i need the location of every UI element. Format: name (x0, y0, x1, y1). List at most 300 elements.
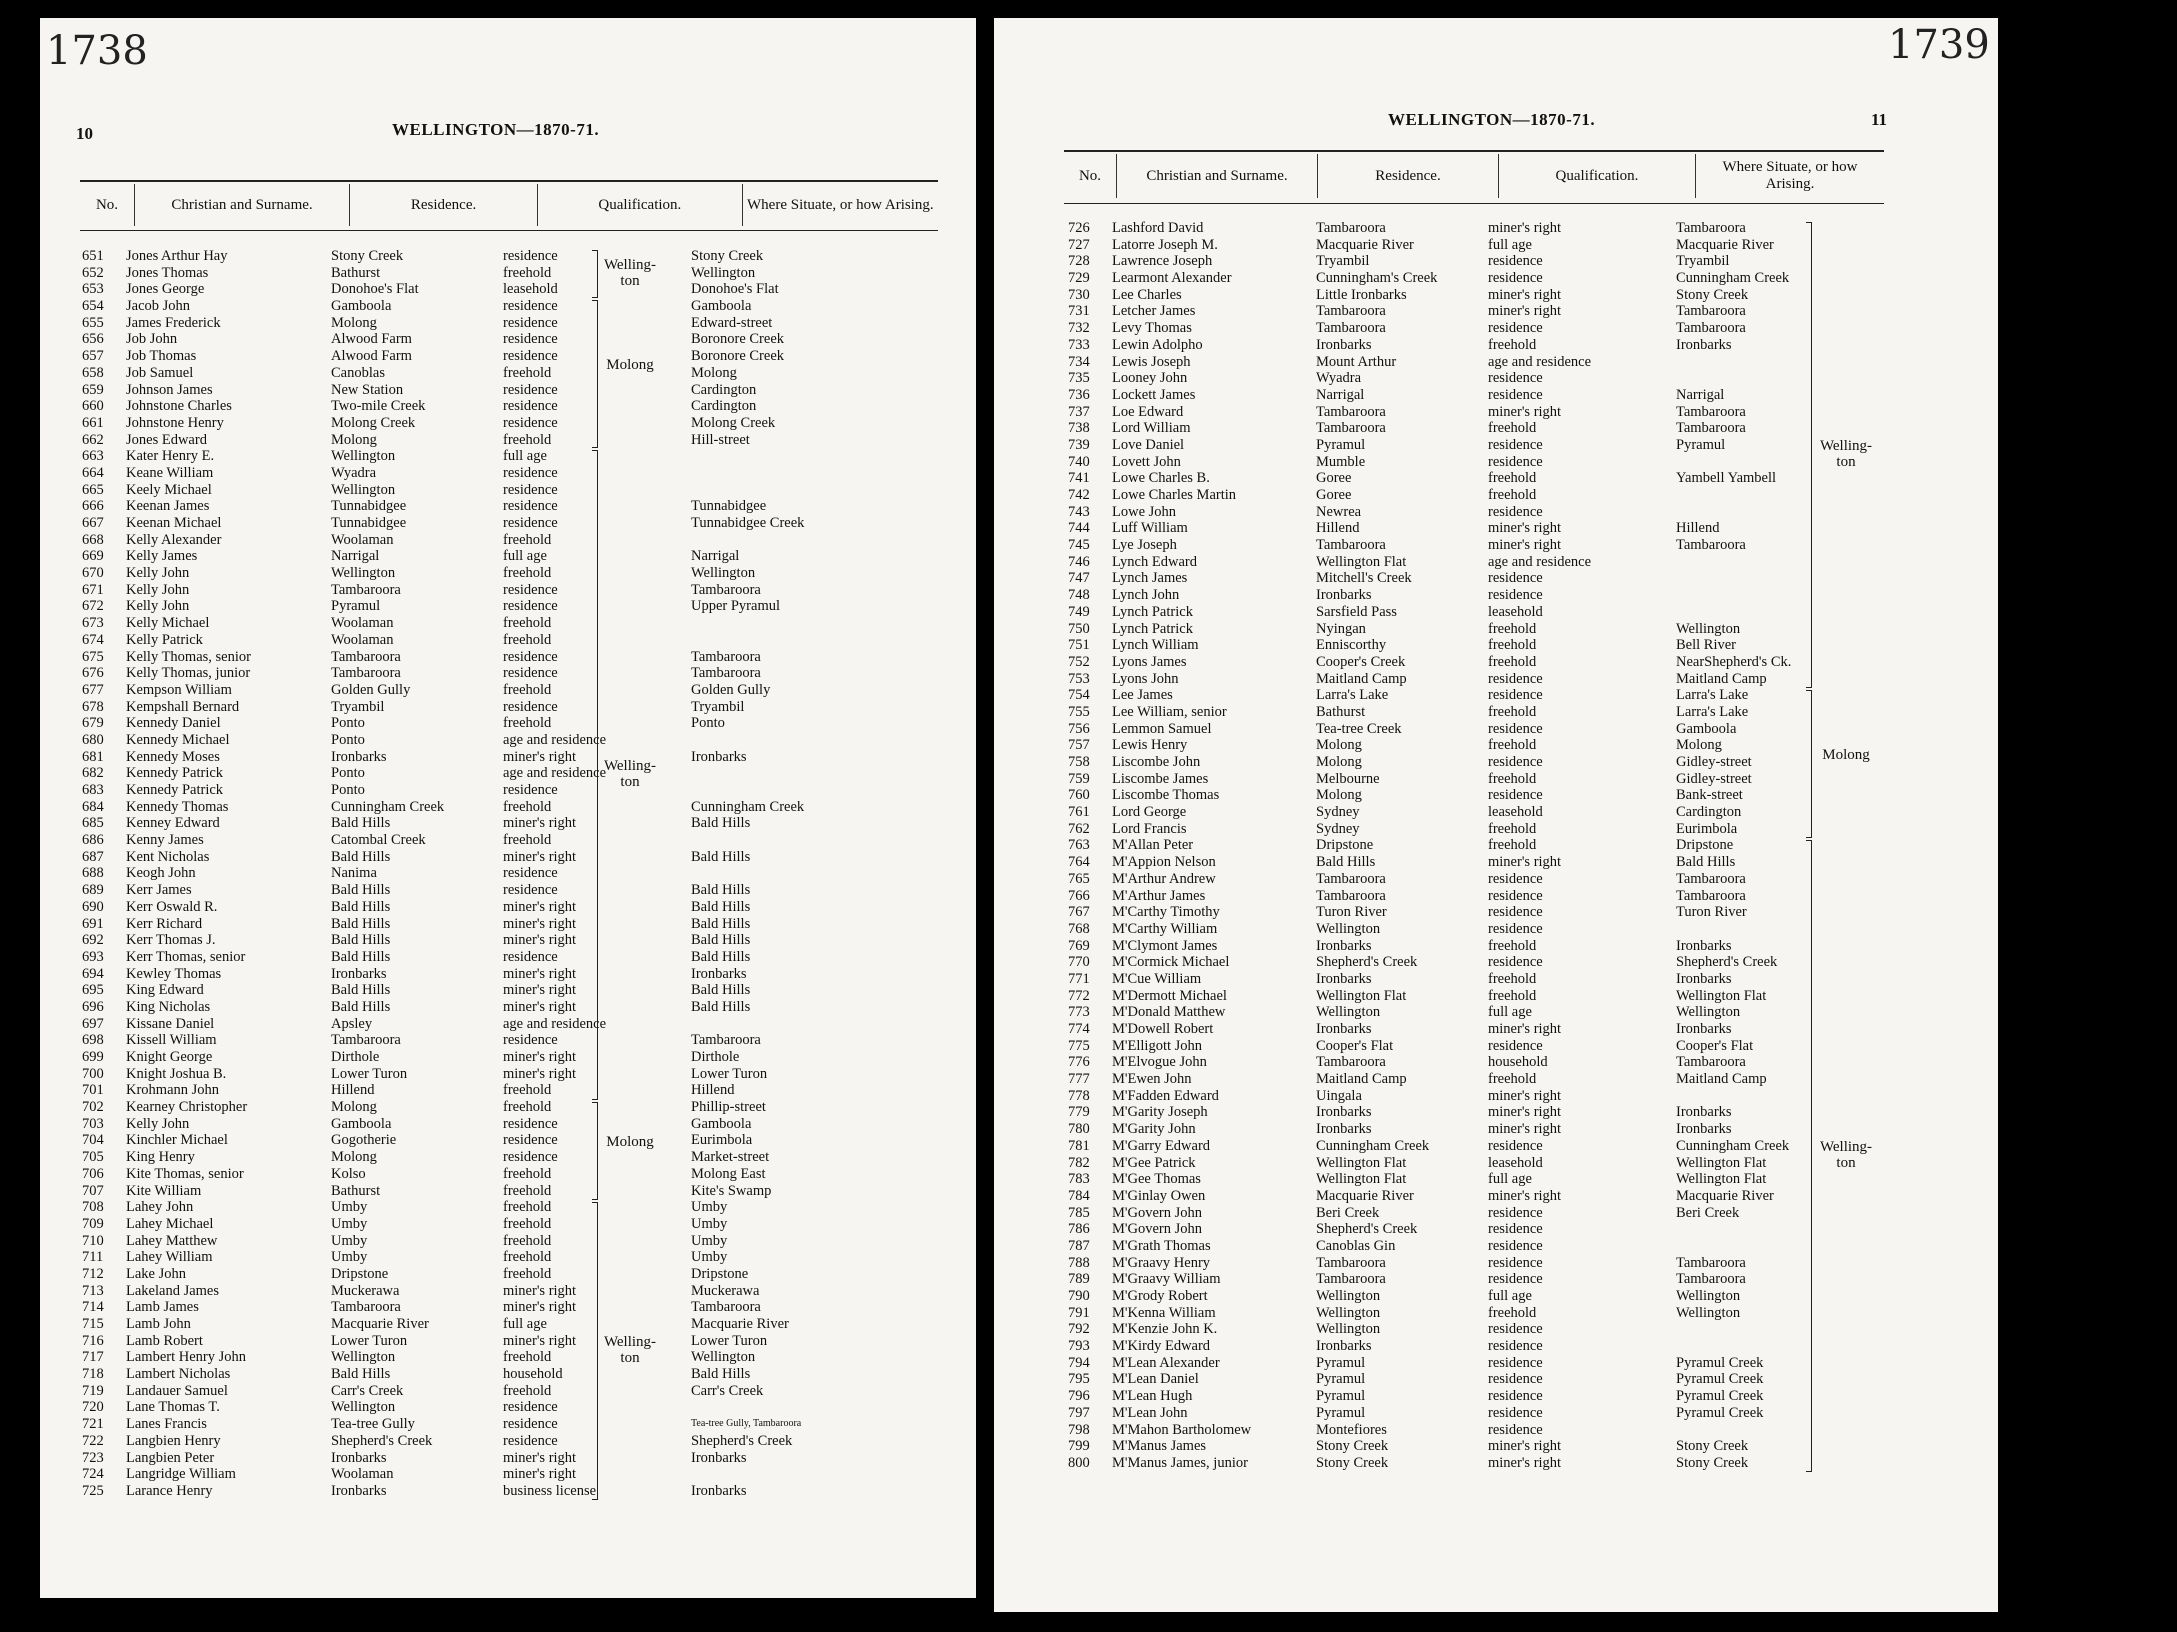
christian-and-surname: Landauer Samuel (126, 1382, 228, 1399)
christian-and-surname: M'Arthur James (1112, 887, 1206, 904)
table-row (82, 598, 831, 615)
qualification: full age (503, 1316, 547, 1332)
row-number: 749 (1068, 603, 1090, 620)
where-situate: Wellington (691, 1349, 756, 1366)
christian-and-surname: Lye Joseph (1112, 537, 1177, 554)
row-number: 659 (82, 381, 104, 398)
christian-and-surname: M'Manus James, junior (1112, 1454, 1248, 1471)
residence: Tambaroora (331, 581, 401, 598)
residence: Dripstone (331, 1265, 389, 1282)
qualification: freehold (1488, 653, 1537, 670)
residence: Tambaroora (1316, 537, 1386, 554)
where-situate: Ironbarks (691, 965, 747, 982)
row-number: 795 (1068, 1371, 1090, 1388)
qualification: residence (1488, 1037, 1543, 1054)
christian-and-surname: Liscombe Thomas (1112, 787, 1220, 804)
christian-and-surname: Lowe Charles B. (1112, 470, 1210, 487)
row-number: 705 (82, 1149, 104, 1166)
row-number: 715 (82, 1316, 104, 1332)
residence: Bald Hills (331, 815, 391, 832)
table-row (1068, 1288, 1806, 1305)
header-where-situate: Where Situate, or how Arising. (747, 196, 934, 213)
christian-and-surname: Kelly Patrick (126, 631, 203, 648)
where-situate: Wellington (1676, 620, 1741, 637)
christian-and-surname: M'Kenzie John K. (1112, 1321, 1218, 1338)
bracket-line (592, 1202, 598, 1501)
row-number: 770 (1068, 954, 1090, 971)
qualification: freehold (503, 1232, 552, 1249)
qualification: miner's right (1488, 303, 1562, 320)
table-row (1068, 387, 1806, 404)
christian-and-surname: Keely Michael (126, 481, 212, 498)
row-number: 652 (82, 264, 104, 281)
residence: Tunnabidgee (331, 515, 407, 531)
where-situate: Ironbarks (1676, 1121, 1732, 1138)
table-row (82, 1450, 831, 1467)
row-number: 729 (1068, 270, 1090, 287)
table-row (82, 465, 831, 482)
table-row (1068, 1104, 1806, 1121)
christian-and-surname: Kelly John (126, 565, 190, 582)
christian-and-surname: Jones George (126, 281, 205, 298)
residence: Wellington Flat (1316, 987, 1407, 1004)
qualification: household (503, 1366, 563, 1383)
where-situate (691, 1399, 831, 1416)
row-number: 777 (1068, 1071, 1090, 1088)
qualification: residence (1488, 587, 1543, 604)
qualification: residence (503, 665, 558, 682)
table-row (82, 1383, 831, 1400)
christian-and-surname: Love Daniel (1112, 436, 1185, 453)
row-number: 790 (1068, 1288, 1090, 1304)
christian-and-surname: Lowe John (1112, 503, 1177, 520)
residence: Dirthole (331, 1049, 380, 1065)
bracket-label: Molong (606, 1133, 654, 1150)
qualification: age and residence (1488, 353, 1592, 370)
christian-and-surname: Lynch Patrick (1112, 603, 1193, 620)
christian-and-surname: Kelly John (126, 581, 190, 598)
christian-and-surname: Lambert Nicholas (126, 1366, 231, 1383)
table-row (82, 1032, 831, 1049)
where-situate: Maitland Camp (1676, 1071, 1767, 1088)
qualification: freehold (1488, 970, 1537, 987)
where-situate: Bell River (1676, 637, 1737, 654)
table-row (1068, 1071, 1806, 1088)
row-number: 736 (1068, 386, 1090, 403)
qualification: full age (1488, 1288, 1532, 1304)
row-number: 753 (1068, 670, 1090, 687)
table-row (1068, 1054, 1806, 1071)
qualification: residence (1488, 270, 1543, 287)
row-number: 717 (82, 1349, 104, 1366)
christian-and-surname: Lynch James (1112, 570, 1188, 587)
christian-and-surname: M'Cue William (1112, 970, 1202, 987)
christian-and-surname: Keenan James (126, 498, 210, 515)
qualification: leasehold (503, 281, 558, 298)
table-row (82, 315, 831, 332)
where-situate: Bald Hills (691, 948, 751, 965)
qualification: age and residence (1488, 553, 1592, 570)
qualification: miner's right (503, 1282, 577, 1299)
christian-and-surname: M'Grath Thomas (1112, 1237, 1211, 1254)
header-rule-bottom (1064, 203, 1884, 204)
christian-and-surname: M'Carthy Timothy (1112, 904, 1220, 921)
row-number: 745 (1068, 537, 1090, 554)
table-row (1068, 1004, 1806, 1021)
bracket-line (1806, 840, 1812, 1473)
table-row (82, 732, 831, 749)
row-number: 774 (1068, 1021, 1090, 1037)
residence: Pyramul (1316, 1388, 1366, 1405)
bracket-line (592, 250, 598, 298)
christian-and-surname: Latorre Joseph M. (1112, 236, 1218, 253)
christian-and-surname: Kerr Thomas, senior (126, 948, 246, 965)
residence: Ironbarks (1316, 587, 1372, 604)
christian-and-surname: Lyons John (1112, 670, 1179, 687)
qualification: miner's right (503, 748, 577, 765)
residence: Tambaroora (1316, 403, 1386, 420)
christian-and-surname: M'Elvogue John (1112, 1054, 1207, 1071)
christian-and-surname: Jacob John (126, 298, 191, 315)
residence: Ironbarks (1316, 1104, 1372, 1121)
where-situate: Cunningham Creek (691, 798, 805, 815)
qualification: residence (1488, 1421, 1543, 1438)
christian-and-surname: Kenney Edward (126, 815, 220, 832)
qualification: freehold (1488, 1304, 1537, 1321)
christian-and-surname: Jones Arthur Hay (126, 248, 228, 264)
qualification: freehold (503, 1382, 552, 1399)
where-situate: Ironbarks (691, 1449, 747, 1466)
table-row (82, 1366, 831, 1383)
table-row (1068, 888, 1806, 905)
residence: Bald Hills (331, 1366, 391, 1383)
residence: Ponto (331, 715, 365, 732)
residence: Wellington Flat (1316, 1171, 1407, 1188)
where-situate: Tambaroora (1676, 220, 1746, 236)
where-situate: Tambaroora (691, 1299, 761, 1316)
row-number: 689 (82, 882, 104, 899)
where-situate: Eurimbola (1676, 820, 1738, 837)
qualification: residence (1488, 904, 1543, 921)
qualification: freehold (1488, 620, 1537, 637)
table-row (1068, 1221, 1806, 1238)
qualification: residence (503, 298, 558, 315)
table-row (82, 1299, 831, 1316)
qualification: leasehold (1488, 804, 1543, 821)
row-number: 691 (82, 915, 104, 932)
page-title: WELLINGTON—1870-71. (392, 120, 600, 139)
residence: Umby (331, 1215, 368, 1232)
table-row (82, 1066, 831, 1083)
qualification: freehold (1488, 703, 1537, 720)
residence: Bald Hills (331, 898, 391, 915)
row-number: 704 (82, 1132, 104, 1149)
where-situate: Pyramul Creek (1676, 1388, 1764, 1405)
christian-and-surname: Lewis Henry (1112, 737, 1188, 754)
christian-and-surname: Kelly John (126, 598, 190, 615)
qualification: miner's right (1488, 286, 1562, 303)
residence: Enniscorthy (1316, 637, 1387, 654)
residence: Wyadra (1316, 370, 1362, 387)
row-number: 700 (82, 1065, 104, 1082)
row-number: 686 (82, 832, 104, 849)
table-row (82, 1216, 831, 1233)
table-row (82, 515, 831, 532)
qualification: miner's right (503, 965, 577, 982)
where-situate: Bald Hills (691, 915, 751, 932)
qualification: miner's right (1488, 1187, 1562, 1204)
residence: Wellington (1316, 1321, 1381, 1338)
where-situate: Ironbarks (1676, 937, 1732, 954)
where-situate: Wellington Flat (1676, 987, 1767, 1004)
row-number: 780 (1068, 1121, 1090, 1138)
residence: Macquarie River (331, 1316, 429, 1332)
row-number: 747 (1068, 570, 1090, 587)
row-number: 784 (1068, 1187, 1090, 1204)
table-row (1068, 704, 1806, 721)
row-number: 740 (1068, 453, 1090, 470)
table-row (1068, 954, 1806, 971)
row-number: 665 (82, 481, 104, 498)
where-situate: Yambell Yambell (1676, 470, 1777, 487)
table-row (82, 348, 831, 365)
row-number: 708 (82, 1199, 104, 1216)
row-number: 660 (82, 398, 104, 415)
where-situate (691, 615, 831, 632)
where-situate: Umby (691, 1199, 728, 1216)
qualification: freehold (1488, 637, 1537, 654)
residence: Ironbarks (331, 965, 387, 982)
table-row (82, 1183, 831, 1200)
christian-and-surname: Lewin Adolpho (1112, 336, 1203, 353)
where-situate: Hillend (691, 1082, 735, 1099)
row-number: 684 (82, 798, 104, 815)
christian-and-surname: Kerr Thomas J. (126, 932, 216, 949)
row-number: 702 (82, 1099, 104, 1116)
where-situate (691, 765, 831, 782)
residence: Mitchell's Creek (1316, 570, 1412, 587)
residence: Ponto (331, 731, 365, 748)
where-situate: Tambaroora (1676, 1254, 1746, 1271)
where-situate: Wellington (691, 264, 756, 281)
right-page (994, 18, 1998, 1612)
row-number: 681 (82, 748, 104, 765)
christian-and-surname: M'Gee Patrick (1112, 1154, 1196, 1171)
where-situate: Carr's Creek (691, 1382, 764, 1399)
where-situate: Hillend (1676, 520, 1720, 537)
residence: Gamboola (331, 298, 392, 315)
residence: Pyramul (331, 598, 381, 615)
christian-and-surname: Lynch Edward (1112, 553, 1197, 570)
christian-and-surname: Lowe Charles Martin (1112, 487, 1237, 503)
where-situate: Maitland Camp (1676, 670, 1767, 687)
where-situate: Pyramul Creek (1676, 1354, 1764, 1371)
table-row (82, 382, 831, 399)
where-situate (691, 1466, 831, 1483)
residence: Bald Hills (331, 948, 391, 965)
table-row (1068, 504, 1806, 521)
residence: Apsley (331, 1015, 373, 1032)
qualification: residence (503, 1399, 558, 1416)
where-situate (691, 865, 831, 882)
row-number: 701 (82, 1082, 104, 1099)
header-qualification: Qualification. (1499, 154, 1696, 198)
qualification: miner's right (503, 1466, 577, 1483)
residence: Canoblas Gin (1316, 1237, 1396, 1254)
residence: Bald Hills (331, 882, 391, 899)
qualification: residence (1488, 1404, 1543, 1421)
residence: Ironbarks (331, 748, 387, 765)
christian-and-surname: Kelly Thomas, senior (126, 648, 251, 665)
row-number: 664 (82, 464, 104, 481)
table-row (82, 665, 831, 682)
qualification: residence (503, 414, 558, 431)
where-situate (1676, 1321, 1806, 1338)
qualification: residence (1488, 787, 1543, 804)
table-row (82, 482, 831, 499)
table-row (1068, 988, 1806, 1005)
table-row (1068, 1088, 1806, 1105)
qualification: miner's right (1488, 403, 1562, 420)
row-number: 792 (1068, 1321, 1090, 1338)
residence: Bald Hills (331, 915, 391, 932)
christian-and-surname: M'Garity Joseph (1112, 1104, 1208, 1121)
christian-and-surname: Kerr Richard (126, 915, 203, 932)
where-situate: Macquarie River (1676, 1187, 1774, 1204)
qualification: freehold (503, 1349, 552, 1366)
row-number: 677 (82, 681, 104, 698)
row-number: 699 (82, 1049, 104, 1065)
qualification: freehold (503, 798, 552, 815)
residence: Cooper's Creek (1316, 653, 1406, 670)
table-row (82, 432, 831, 449)
christian-and-surname: Lovett John (1112, 453, 1181, 470)
where-situate: Bald Hills (1676, 854, 1736, 871)
qualification: residence (1488, 370, 1543, 387)
where-situate: Golden Gully (691, 681, 771, 698)
table-row (82, 1316, 831, 1333)
residence: Wyadra (331, 464, 377, 481)
residence: Catombal Creek (331, 832, 426, 849)
row-number: 695 (82, 982, 104, 999)
qualification: full age (503, 548, 547, 565)
qualification: residence (1488, 1237, 1543, 1254)
table-row (82, 1283, 831, 1300)
qualification: residence (503, 248, 558, 264)
table-row (82, 565, 831, 582)
where-situate: Gidley-street (1676, 770, 1752, 787)
where-situate: Narrigal (1676, 386, 1725, 403)
christian-and-surname: Luff William (1112, 520, 1188, 537)
residence: Ironbarks (331, 1482, 387, 1499)
table-row (82, 1166, 831, 1183)
christian-and-surname: Kelly Thomas, junior (126, 665, 251, 682)
residence: Woolaman (331, 631, 394, 648)
residence: Canoblas (331, 364, 385, 381)
christian-and-surname: Kite Thomas, senior (126, 1165, 244, 1182)
residence: Tambaroora (331, 665, 401, 682)
table-row (1068, 320, 1806, 337)
residence: Dripstone (1316, 837, 1374, 854)
header-residence: Residence. (350, 184, 538, 226)
table-row (1068, 237, 1806, 254)
residence: Alwood Farm (331, 331, 412, 348)
qualification: miner's right (503, 1449, 577, 1466)
where-situate: Pyramul Creek (1676, 1404, 1764, 1421)
christian-and-surname: M'Graavy Henry (1112, 1254, 1211, 1271)
qualification: residence (1488, 1388, 1543, 1405)
table-row (82, 398, 831, 415)
residence: Bald Hills (331, 932, 391, 949)
where-situate: Tunnabidgee Creek (691, 515, 805, 531)
table-row (1068, 1455, 1806, 1472)
qualification: residence (1488, 453, 1543, 470)
where-situate: Molong (691, 364, 737, 381)
row-number: 712 (82, 1265, 104, 1282)
row-number: 771 (1068, 970, 1090, 987)
residence: Goree (1316, 487, 1352, 503)
residence: Sarsfield Pass (1316, 603, 1397, 620)
christian-and-surname: Lambert Henry John (126, 1349, 246, 1366)
table-row (82, 1333, 831, 1350)
qualification: freehold (1488, 737, 1537, 754)
qualification: residence (1488, 1204, 1543, 1221)
table-row (1068, 637, 1806, 654)
residence: Ironbarks (1316, 1121, 1372, 1138)
row-number: 656 (82, 331, 104, 348)
where-situate: Boronore Creek (691, 348, 785, 365)
qualification: miner's right (1488, 1104, 1562, 1121)
qualification: miner's right (1488, 854, 1562, 871)
qualification: full age (1488, 1004, 1532, 1021)
christian-and-surname: Job John (126, 331, 178, 348)
residence: Umby (331, 1199, 368, 1216)
row-number: 675 (82, 648, 104, 665)
column-headers (80, 184, 938, 226)
header-residence: Residence. (1318, 154, 1499, 198)
where-situate: Tambaroora (1676, 870, 1746, 887)
christian-and-surname: Kempshall Bernard (126, 698, 240, 715)
row-number: 707 (82, 1182, 104, 1199)
table-row (82, 1149, 831, 1166)
christian-and-surname: Lord Francis (1112, 820, 1187, 837)
where-situate: Bald Hills (691, 982, 751, 999)
christian-and-surname: M'Lean Hugh (1112, 1388, 1193, 1405)
voter-list (82, 248, 831, 1500)
residence: Molong (331, 1099, 377, 1116)
christian-and-surname: M'Kenna William (1112, 1304, 1216, 1321)
table-row (1068, 253, 1806, 270)
table-row (82, 982, 831, 999)
row-number: 787 (1068, 1237, 1090, 1254)
table-row (1068, 721, 1806, 738)
table-row (1068, 1438, 1806, 1455)
where-situate: Upper Pyramul (691, 598, 780, 615)
table-row (82, 1266, 831, 1283)
qualification: residence (1488, 720, 1543, 737)
where-situate (1676, 454, 1806, 471)
row-number: 750 (1068, 620, 1090, 637)
qualification: miner's right (503, 1299, 577, 1316)
qualification: leasehold (1488, 1154, 1543, 1171)
table-row (1068, 587, 1806, 604)
christian-and-surname: Job Samuel (126, 364, 194, 381)
residence: Tambaroora (1316, 1271, 1386, 1288)
christian-and-surname: Lewis Joseph (1112, 353, 1191, 370)
row-number: 682 (82, 765, 104, 782)
bracket-label: Welling- ton (603, 257, 657, 290)
residence: Tunnabidgee (331, 498, 407, 515)
